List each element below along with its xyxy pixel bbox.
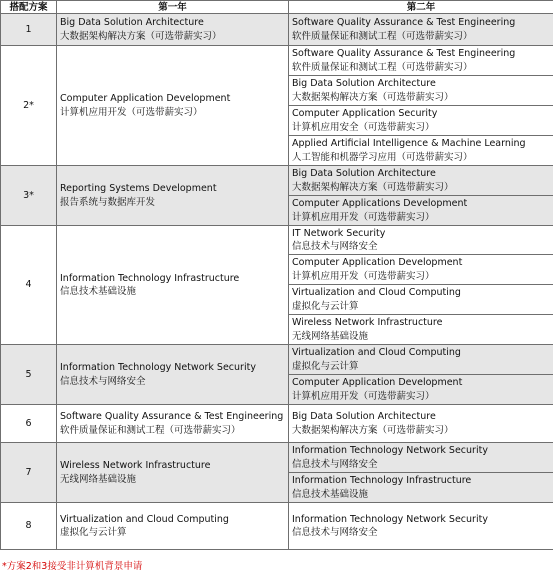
year2-course-zh: 无线网络基础设施 bbox=[292, 330, 369, 342]
year2-course-cell bbox=[289, 106, 553, 136]
year1-course-en: Virtualization and Cloud Computing bbox=[60, 513, 229, 525]
year1-course-cell bbox=[57, 14, 289, 46]
year1-course-cell bbox=[57, 46, 289, 166]
year2-course-en: Virtualization and Cloud Computing bbox=[292, 287, 461, 298]
year2-course-zh: 计算机应用开发（可选带薪实习） bbox=[292, 270, 435, 282]
year1-course-en: Wireless Network Infrastructure bbox=[60, 460, 211, 471]
year2-course-cell bbox=[289, 76, 553, 106]
year2-course-en: Computer Application Development bbox=[292, 257, 463, 268]
year1-course-cell bbox=[57, 443, 289, 503]
header-plan: 搭配方案 bbox=[1, 1, 57, 14]
year1-course-zh: 计算机应用开发（可选带薪实习） bbox=[60, 106, 203, 118]
year1-course-cell bbox=[57, 226, 289, 345]
year2-course-cell bbox=[289, 14, 553, 46]
year2-course-en: Computer Applications Development bbox=[292, 198, 468, 209]
plan-number-cell: 5 bbox=[1, 345, 57, 405]
plan-number-cell: 2* bbox=[1, 46, 57, 166]
year1-course-cell bbox=[57, 405, 289, 443]
year2-course-zh: 信息技术与网络安全 bbox=[292, 527, 378, 538]
year2-course-zh: 虚拟化与云计算 bbox=[292, 360, 359, 372]
year2-course-cell bbox=[289, 473, 553, 503]
table-body bbox=[1, 14, 553, 550]
year2-course-en: Computer Application Security bbox=[292, 108, 438, 119]
year2-course-en: Computer Application Development bbox=[292, 377, 463, 388]
year2-course-en: Information Technology Network Security bbox=[292, 445, 488, 456]
table-header-row bbox=[1, 1, 553, 14]
table-row bbox=[1, 405, 553, 443]
plan-number-cell: 4 bbox=[1, 226, 57, 345]
plan-number-cell: 7 bbox=[1, 443, 57, 503]
year2-course-cell bbox=[289, 226, 553, 255]
year2-course-cell bbox=[289, 345, 553, 375]
year2-course-cell bbox=[289, 375, 553, 405]
year1-course-zh: 软件质量保证和测试工程（可选带薪实习） bbox=[60, 424, 241, 436]
plan-number-cell: 6 bbox=[1, 405, 57, 443]
year2-course-en: IT Network Security bbox=[292, 227, 386, 239]
year1-course-en: Software Quality Assurance & Test Engineering bbox=[60, 411, 284, 422]
table-row bbox=[1, 14, 553, 46]
year2-course-cell bbox=[289, 46, 553, 76]
year2-course-zh: 信息技术与网络安全 bbox=[292, 241, 378, 252]
year2-course-zh: 计算机应用安全（可选带薪实习） bbox=[292, 121, 435, 133]
year2-course-zh: 计算机应用开发（可选带薪实习） bbox=[292, 390, 435, 402]
year2-course-en: Software Quality Assurance & Test Engineering bbox=[292, 17, 516, 28]
year2-course-en: Big Data Solution Architecture bbox=[292, 411, 436, 422]
year1-course-zh: 信息技术基础设施 bbox=[60, 286, 137, 297]
header-year2: 第二年 bbox=[289, 1, 553, 14]
year2-course-cell bbox=[289, 255, 553, 285]
year2-course-cell bbox=[289, 405, 553, 443]
table-row bbox=[1, 503, 553, 550]
plan-number-cell: 1 bbox=[1, 14, 57, 46]
year2-course-zh: 人工智能和机器学习应用（可选带薪实习） bbox=[292, 151, 473, 163]
year2-course-zh: 软件质量保证和测试工程（可选带薪实习） bbox=[292, 61, 473, 73]
year1-course-en: Information Technology Infrastructure bbox=[60, 272, 240, 284]
table-row bbox=[1, 443, 553, 473]
year2-course-cell bbox=[289, 315, 553, 345]
year2-course-en: Information Technology Infrastructure bbox=[292, 475, 472, 486]
year2-course-zh: 信息技术基础设施 bbox=[292, 488, 369, 500]
year2-course-en: Software Quality Assurance & Test Engineering bbox=[292, 48, 516, 59]
year2-course-zh: 信息技术与网络安全 bbox=[292, 458, 378, 470]
year1-course-en: Big Data Solution Architecture bbox=[60, 17, 204, 28]
year2-course-cell bbox=[289, 136, 553, 166]
plan-number-cell: 3* bbox=[1, 166, 57, 226]
year2-course-cell bbox=[289, 443, 553, 473]
year2-course-zh: 大数据架构解决方案（可选带薪实习） bbox=[292, 181, 454, 193]
year2-course-en: Applied Artificial Intelligence & Machine Learning bbox=[292, 138, 526, 149]
year2-course-en: Big Data Solution Architecture bbox=[292, 78, 436, 89]
year1-course-en: Reporting Systems Development bbox=[60, 183, 217, 194]
footnote: *方案2和3接受非计算机背景申请 bbox=[2, 561, 143, 572]
year1-course-zh: 信息技术与网络安全 bbox=[60, 375, 146, 387]
year2-course-cell bbox=[289, 285, 553, 315]
year2-course-en: Big Data Solution Architecture bbox=[292, 168, 436, 179]
year1-course-zh: 报告系统与数据库开发 bbox=[60, 196, 156, 208]
year2-course-en: Wireless Network Infrastructure bbox=[292, 317, 443, 328]
table-row bbox=[1, 226, 553, 255]
year2-course-zh: 虚拟化与云计算 bbox=[292, 300, 359, 312]
plan-number-cell: 8 bbox=[1, 503, 57, 550]
year1-course-cell bbox=[57, 503, 289, 550]
year2-course-cell bbox=[289, 503, 553, 550]
year1-course-en: Computer Application Development bbox=[60, 93, 231, 104]
year2-course-en: Virtualization and Cloud Computing bbox=[292, 347, 461, 358]
year2-course-cell bbox=[289, 196, 553, 226]
year2-course-zh: 大数据架构解决方案（可选带薪实习） bbox=[292, 424, 454, 436]
year1-course-en: Information Technology Network Security bbox=[60, 362, 256, 373]
year2-course-zh: 软件质量保证和测试工程（可选带薪实习） bbox=[292, 30, 473, 42]
year1-course-cell bbox=[57, 345, 289, 405]
table-row bbox=[1, 345, 553, 375]
year2-course-cell bbox=[289, 166, 553, 196]
year1-course-zh: 无线网络基础设施 bbox=[60, 473, 137, 485]
year1-course-zh: 大数据架构解决方案（可选带薪实习） bbox=[60, 30, 222, 42]
year2-course-zh: 大数据架构解决方案（可选带薪实习） bbox=[292, 91, 454, 103]
year1-course-zh: 虚拟化与云计算 bbox=[60, 527, 127, 538]
table-row bbox=[1, 166, 553, 196]
table-row bbox=[1, 46, 553, 76]
year2-course-en: Information Technology Network Security bbox=[292, 513, 488, 525]
header-year1: 第一年 bbox=[57, 1, 289, 14]
year1-course-cell bbox=[57, 166, 289, 226]
year2-course-zh: 计算机应用开发（可选带薪实习） bbox=[292, 211, 435, 223]
